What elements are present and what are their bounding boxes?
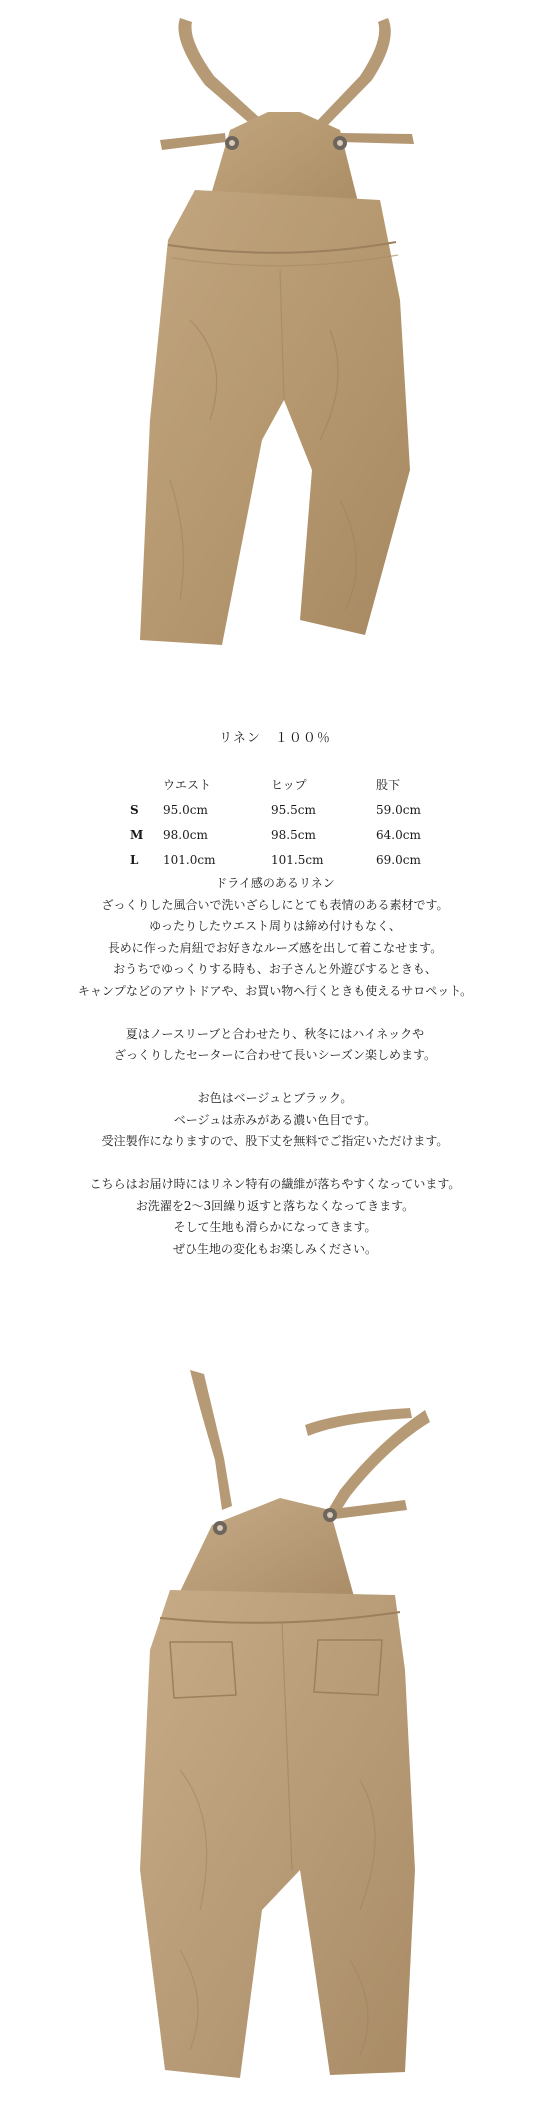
description-line: そして生地も滑らかになってきます。 [173,1220,377,1234]
size-cell: 101.5cm [271,852,324,867]
size-cell: 95.0cm [163,802,208,817]
salopette-front-illustration [0,0,550,700]
size-table-header-cell [130,772,163,797]
description-line: ざっくりした風合いで洗いざらしにとても表情のある素材です。 [101,897,449,912]
size-table [130,772,456,872]
description-paragraph [0,1174,550,1260]
size-cell: 69.0cm [376,852,421,867]
size-cell: 98.5cm [271,827,316,842]
size-label: L [130,852,139,867]
description-paragraph [0,873,550,1002]
size-table-header-cell: ウエスト [163,778,212,792]
description-line: キャンプなどのアウトドアや、お買い物へ行くときも使えるサロペット。 [77,983,473,998]
product-description [0,873,550,1282]
description-line: ぜひ生地の変化もお楽しみください。 [172,1241,377,1256]
description-line: お色はベージュとブラック。 [197,1091,353,1105]
size-cell: 98.0cm [163,827,208,842]
size-table-row [130,822,456,847]
description-line: ざっくりしたセーターに合わせて長いシーズン楽しめます。 [114,1048,436,1062]
description-line: おうちでゆっくりする時も、お子さんと外遊びするときも、 [113,962,437,976]
size-label: M [130,827,144,842]
description-line: 長めに作った肩紐でお好きなルーズ感を出して着こなせます。 [107,940,443,955]
size-table-row [130,847,456,872]
salopette-back-illustration [0,1350,550,2112]
description-line: お洗濯を2～3回繰り返すと落ちなくなってきます。 [135,1198,415,1213]
description-paragraph [0,1088,550,1153]
description-line: 夏はノースリーブと合わせたり、秋冬にはハイネックや [125,1026,425,1041]
size-cell: 59.0cm [376,802,421,817]
description-line: こちらはお届け時にはリネン特有の繊維が落ちやすくなっています。 [89,1177,461,1191]
size-table-header-cell: 股下 [376,778,401,792]
size-label: S [130,802,139,817]
size-cell: 95.5cm [271,802,316,817]
material-label: リネン １００％ [219,731,331,746]
description-paragraph [0,1024,550,1067]
size-cell: 101.0cm [163,852,216,867]
size-cell: 64.0cm [376,827,421,842]
size-table-header-cell: ヒップ [271,778,307,792]
description-line: ドライ感のあるリネン [215,876,335,890]
description-line: ベージュは赤みがある濃い色目です。 [173,1112,377,1127]
size-table-row [130,797,456,822]
product-photo-front [0,0,550,700]
size-table-header-row [130,772,456,797]
product-photo-back [0,1350,550,2112]
description-line: 受注製作になりますので、股下丈を無料でご指定いただけます。 [101,1134,449,1148]
description-line: ゆったりしたウエスト周りは締め付けもなく、 [149,919,401,933]
